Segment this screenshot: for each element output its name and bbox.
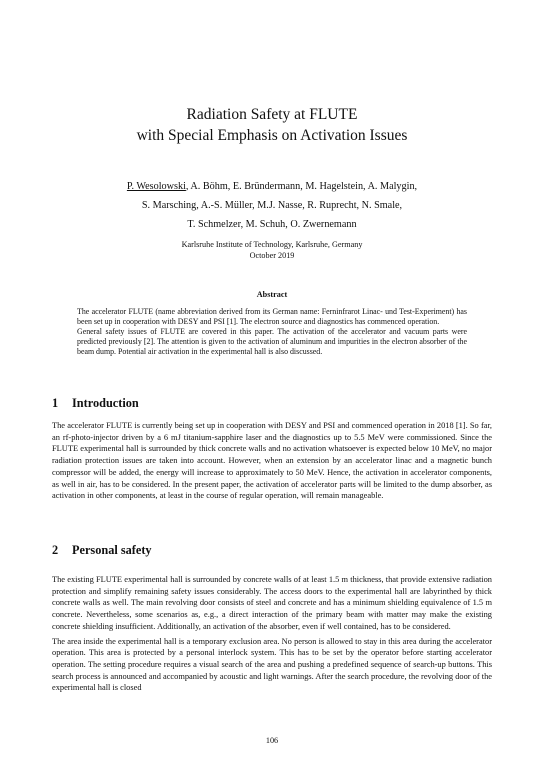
paragraph: The area inside the experimental hall is a temporary exclusion area. No person is allowed to stay in this area during the accelerator operation. This area is protected by a personal interlock system. This has to be set by the operator before starting accelerator operation. The setting procedure requires a visual search of the area and pushing a predefined sequence of search-up buttons. This search process is announced and accompanied by acoustic and light warnings. After the search procedure, the revolving door of the experimental hall is closed: [52, 636, 492, 693]
abstract-paragraph-2: General safety issues of FLUTE are covered in this paper. The activation of the accelerator and vacuum parts were predicted previously [2]. The attention is given to the activation of aluminum and impurities in the electron absorber of the beam dump. Potential air activation in the experimental hall is also discussed.: [77, 327, 467, 357]
section-number: 2: [52, 543, 59, 557]
section-body-personal-safety: [52, 574, 492, 694]
affiliation: [0, 239, 544, 261]
abstract-heading: Abstract: [256, 290, 288, 299]
authors-line-2: S. Marsching, A.-S. Müller, M.J. Nasse, R. Ruprecht, N. Smale,: [141, 200, 403, 211]
presenting-author: P. Wesolowski: [126, 181, 186, 192]
authors-line-1-rest: , A. Böhm, E. Bründermann, M. Hagelstein, A. Malygin,: [185, 181, 418, 192]
paragraph: The existing FLUTE experimental hall is surrounded by concrete walls of at least 1.5 m thickness, that provide extensive radiation protection and simplify remaining safety issues considerably. The access doors to the experimental hall are labyrinthed by thick concrete walls as well. The main revolving door consists of steel and concrete and has a minimum shielding equivalence of 1.5 m concrete. Nevertheless, some scenarios as, e.g., a direct interaction of the primary beam with matter may make the existing concrete shielding insufficient. Additionally, an activation of the absorber, even if well contained, has to be considered.: [52, 575, 492, 631]
institution: Karlsruhe Institute of Technology, Karlsruhe, Germany: [181, 240, 363, 249]
section-title: Personal safety: [72, 543, 152, 557]
title-line-1: Radiation Safety at FLUTE: [186, 106, 358, 123]
authors-line-3: T. Schmelzer, M. Schuh, O. Zwernemann: [187, 219, 357, 230]
author-list: [0, 177, 544, 234]
date: October 2019: [249, 251, 295, 260]
page-number: 106: [265, 736, 279, 745]
section-title: Introduction: [72, 396, 139, 410]
section-number: 1: [52, 396, 59, 410]
title-line-2: with Special Emphasis on Activation Issues: [136, 127, 408, 144]
section-body-introduction: [52, 420, 492, 502]
section-heading-personal-safety: [52, 543, 152, 558]
authors-line-1: [0, 177, 544, 196]
abstract-body: [77, 307, 467, 357]
section-heading-introduction: [52, 396, 139, 411]
paragraph: The accelerator FLUTE is currently being set up in cooperation with DESY and PSI and commenced operation in 2018 [1]. So far, an rf-photo-injector driven by a 6 mJ titanium-sapphire laser and the diagnostics up to 5.5 MeV were commissioned. Since the FLUTE experimental hall is surrounded by thick concrete walls and no activation whatsoever is expected below 10 MeV, no major radiation protection issues are taken into account. However, when an extension by an accelerator linac and a magnetic bunch compressor will be added, the energy will increase to approximately to 50 MeV. Hence, the activation in accelerator components, as well in air, has to be considered. In the present paper, the activation of accelerator parts will be limited to the dump absorber, as activation in other components, at least in the course of regular operation, will remain manageable.: [52, 421, 492, 501]
abstract-paragraph-1: The accelerator FLUTE (name abbreviation derived from its German name: Ferninfrarot Linac- und Test-Experiment) has been set up in cooperation with DESY and PSI [1]. The electron source and diagnostics has commenced operation.: [77, 307, 467, 327]
paper-title: [0, 104, 544, 146]
